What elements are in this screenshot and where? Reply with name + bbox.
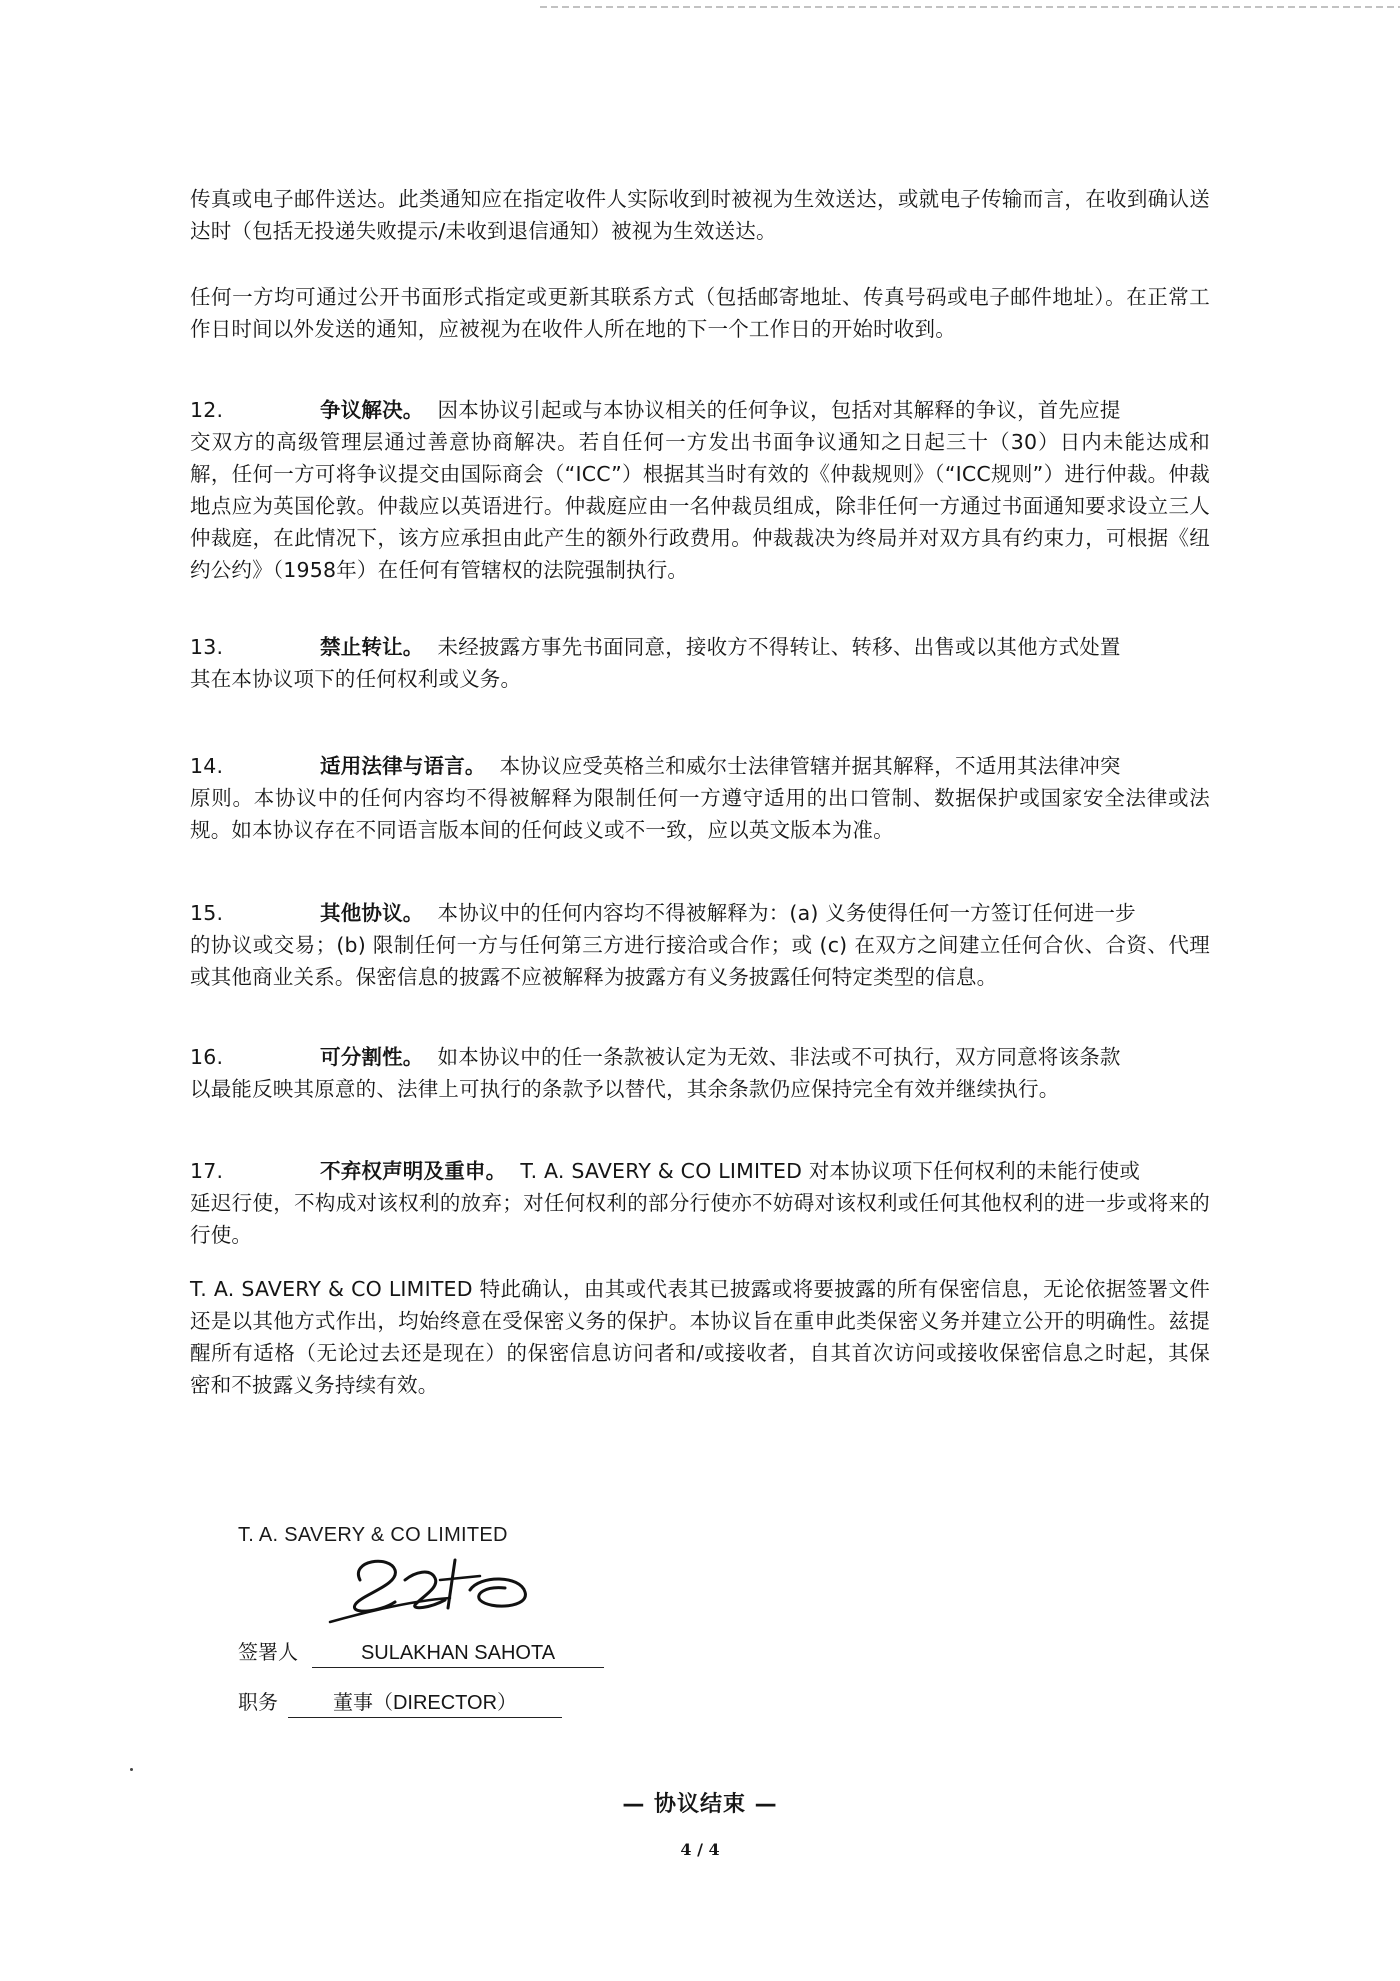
clause-number: 16. [190,1045,224,1069]
clause-text-lead: 本协议中的任何内容均不得被解释为：(a) 义务使得任何一方签订任何进一步 [437,901,1136,925]
notice-delivery-paragraph: 传真或电子邮件送达。此类通知应在指定收件人实际收到时被视为生效送达，或就电子传输而言，在收到确认送达时（包括无投递失败提示/未收到退信通知）被视为生效送达。 [190,187,1210,243]
clause-heading: 禁止转让。 [320,635,424,659]
contact-update-paragraph: 任何一方均可通过公开书面形式指定或更新其联系方式（包括邮寄地址、传真号码或电子邮件地址）。在正常工作日时间以外发送的通知，应被视为在收件人所在地的下一个工作日的开始时收到。 [190,285,1210,341]
clause-text: 其在本协议项下的任何权利或义务。 [190,667,522,691]
clause-heading: 争议解决。 [320,398,424,422]
clause-text: 以最能反映其原意的、法律上可执行的条款予以替代，其余条款仍应保持完全有效并继续执行。 [190,1077,1060,1101]
clause-heading: 适用法律与语言。 [320,754,486,778]
clause-number: 17. [190,1159,224,1183]
clause-text: 交双方的高级管理层通过善意协商解决。若自任何一方发出书面争议通知之日起三十（30）日内未能达成和解，任何一方可将争议提交由国际商会（“ICC”）根据其当时有效的《仲裁规则》（“ICC规则”）进行仲裁。仲裁地点应为英国伦敦。仲裁应以英语进行。仲裁庭应由一名仲裁员组成，除非任何一方通过书面通知要求设立三人仲裁庭，在此情况下，该方应承担由此产生的额外行政费用。仲裁裁决为终局并对双方具有约束力，可根据《纽约公约》（1958年）在任何有管辖权的法院强制执行。 [190,430,1210,582]
clause-13 [190,631,1210,695]
clause-text: 原则。本协议中的任何内容均不得被解释为限制任何一方遵守适用的出口管制、数据保护或国家安全法律或法规。如本协议存在不同语言版本间的任何歧义或不一致，应以英文版本为准。 [190,786,1210,842]
clause-heading: 可分割性。 [320,1045,424,1069]
clause-number: 12. [190,398,224,422]
signer-name: SULAKHAN SAHOTA [312,1642,604,1668]
clause-text-lead: 因本协议引起或与本协议相关的任何争议，包括对其解释的争议，首先应提 [437,398,1121,422]
signature-company: T. A. SAVERY & CO LIMITED [238,1524,508,1546]
clause-text-lead: 本协议应受英格兰和威尔士法律管辖并据其解释，不适用其法律冲突 [499,754,1121,778]
clause-text: 延迟行使，不构成对该权利的放弃；对任何权利的部分行使亦不妨碍对该权利或任何其他权利的进一步或将来的行使。 [190,1191,1210,1247]
clause-number: 15. [190,901,224,925]
clause-12 [190,394,1210,586]
signer-row [238,1636,604,1668]
clause-text-lead: 未经披露方事先书面同意，接收方不得转让、转移、出售或以其他方式处置 [437,635,1121,659]
title-label: 职务 [238,1692,278,1714]
scan-speck [130,1768,133,1771]
clause-16 [190,1041,1210,1105]
clause-14 [190,750,1210,846]
clause-number: 14. [190,754,224,778]
clause-15 [190,897,1210,993]
clause-text-lead: 如本协议中的任一条款被认定为无效、非法或不可执行，双方同意将该条款 [437,1045,1121,1069]
clause-heading: 不弃权声明及重申。 [320,1159,507,1183]
clause-text-lead: T. A. SAVERY & CO LIMITED 对本协议项下任何权利的未能行使或 [520,1159,1141,1183]
title-value: 董事（DIRECTOR） [288,1686,562,1718]
clause-17 [190,1155,1210,1251]
handwritten-signature [320,1550,560,1630]
clause-heading: 其他协议。 [320,901,424,925]
end-of-agreement: — 协议结束 — [622,1792,778,1817]
signer-label: 签署人 [238,1642,298,1664]
title-row [238,1686,562,1718]
clause-number: 13. [190,635,224,659]
clause-text: 的协议或交易；(b) 限制任何一方与任何第三方进行接洽或合作；或 (c) 在双方之间建立任何合伙、合资、代理或其他商业关系。保密信息的披露不应被解释为披露方有义务披露任何特定类型的信息。 [190,933,1210,989]
page-number: 4 / 4 [680,1840,720,1859]
scan-artifact-line [540,6,1400,8]
closing-statement: T. A. SAVERY & CO LIMITED 特此确认，由其或代表其已披露或将要披露的所有保密信息，无论依据签署文件还是以其他方式作出，均始终意在受保密义务的保护。本协议旨在重申此类保密义务并建立公开的明确性。兹提醒所有适格（无论过去还是现在）的保密信息访问者和/或接收者，自其首次访问或接收保密信息之时起，其保密和不披露义务持续有效。 [190,1277,1210,1397]
